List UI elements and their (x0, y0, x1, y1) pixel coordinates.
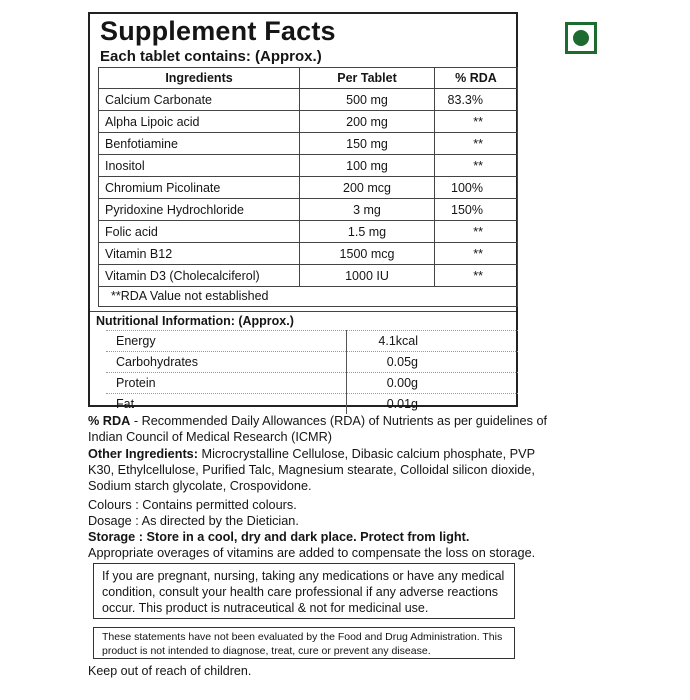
ingredient-rda: ** (435, 133, 518, 155)
ingredients-table (98, 67, 518, 287)
ingredient-name: Benfotiamine (99, 133, 300, 155)
colours-text: Colours : Contains permitted colours. (88, 498, 297, 512)
nutrient-value: 0.05g (347, 352, 519, 373)
nutrient-name: Carbohydrates (106, 352, 347, 373)
nutrition-table (106, 330, 518, 414)
rda-footnote: **RDA Value not established (98, 286, 518, 307)
ingredient-amount: 200 mcg (300, 177, 435, 199)
ingredient-name: Alpha Lipoic acid (99, 111, 300, 133)
nutrient-value: 0.01g (347, 394, 519, 415)
ingredient-rda: 83.3% (435, 89, 518, 111)
ingredient-amount: 500 mg (300, 89, 435, 111)
ingredient-amount: 1500 mcg (300, 243, 435, 265)
ingredient-rda: ** (435, 265, 518, 287)
table-row (99, 89, 518, 111)
subtitle: Each tablet contains: (Approx.) (100, 48, 322, 65)
table-row (99, 221, 518, 243)
ingredient-rda: 100% (435, 177, 518, 199)
nutrition-heading: Nutritional Information: (Approx.) (90, 311, 516, 328)
ingredient-name: Pyridoxine Hydrochloride (99, 199, 300, 221)
ingredient-amount: 1.5 mg (300, 221, 435, 243)
nutrient-name: Energy (106, 331, 347, 352)
dosage-text: Dosage : As directed by the Dietician. (88, 514, 299, 528)
storage-text: Storage : Store in a cool, dry and dark place. Protect from light. (88, 530, 470, 544)
nutrient-value: 0.00g (347, 373, 519, 394)
ingredient-name: Vitamin B12 (99, 243, 300, 265)
column-header-ingredients: Ingredients (99, 68, 300, 89)
ingredient-amount: 100 mg (300, 155, 435, 177)
vegetarian-mark-icon (565, 22, 597, 54)
ingredient-amount: 1000 IU (300, 265, 435, 287)
fda-disclaimer-box: These statements have not been evaluated by the Food and Drug Administration. This product is not intended to diagnose, treat, cure or prevent any disease. (93, 627, 515, 659)
ingredient-name: Vitamin D3 (Cholecalciferol) (99, 265, 300, 287)
table-row (99, 111, 518, 133)
supplement-facts-panel (88, 12, 518, 411)
nutrient-value: 4.1kcal (347, 331, 519, 352)
ingredient-rda: ** (435, 243, 518, 265)
table-row (99, 243, 518, 265)
overages-text: Appropriate overages of vitamins are added to compensate the loss on storage. (88, 546, 536, 560)
table-row (99, 199, 518, 221)
table-row (99, 133, 518, 155)
table-row (99, 177, 518, 199)
nutrition-row (106, 331, 518, 352)
page-title: Supplement Facts (100, 16, 336, 46)
keep-out-text: Keep out of reach of children. (88, 664, 252, 678)
ingredient-amount: 200 mg (300, 111, 435, 133)
table-header-row (99, 68, 518, 89)
ingredient-rda: 150% (435, 199, 518, 221)
table-row (99, 265, 518, 287)
nutrient-name: Fat (106, 394, 347, 415)
ingredient-name: Folic acid (99, 221, 300, 243)
other-ingredients-label: Other Ingredients: (88, 447, 198, 461)
nutrition-row (106, 352, 518, 373)
column-header-per-tablet: Per Tablet (300, 68, 435, 89)
rda-text: - Recommended Daily Allowances (RDA) of Nutrients as per guidelines of Indian Council of Medical Research (ICMR) (88, 414, 548, 445)
vegetarian-dot (573, 30, 589, 46)
ingredient-name: Inositol (99, 155, 300, 177)
ingredient-name: Chromium Picolinate (99, 177, 300, 199)
ingredient-rda: ** (435, 111, 518, 133)
other-ingredients-text: Microcrystalline Cellulose, Dibasic calcium phosphate, PVP K30, Ethylcellulose, Purified Talc, Magnesium stearate, Colloidal silicon dioxide, Sodium starch glycolate, Crospovidone. (88, 447, 535, 494)
ingredient-name: Calcium Carbonate (99, 89, 300, 111)
nutrient-name: Protein (106, 373, 347, 394)
ingredient-amount: 150 mg (300, 133, 435, 155)
ingredient-rda: ** (435, 221, 518, 243)
ingredient-rda: ** (435, 155, 518, 177)
caution-box: If you are pregnant, nursing, taking any medications or have any medical condition, consult your health care professional if any adverse reactions occur. This product is nutraceutical & not for medicinal use. (93, 563, 515, 619)
column-header-rda: % RDA (435, 68, 518, 89)
table-row (99, 155, 518, 177)
ingredient-amount: 3 mg (300, 199, 435, 221)
rda-definition (88, 413, 548, 445)
nutrition-row (106, 373, 518, 394)
rda-label: % RDA (88, 414, 131, 428)
nutrition-row (106, 394, 518, 415)
other-ingredients (88, 446, 548, 495)
